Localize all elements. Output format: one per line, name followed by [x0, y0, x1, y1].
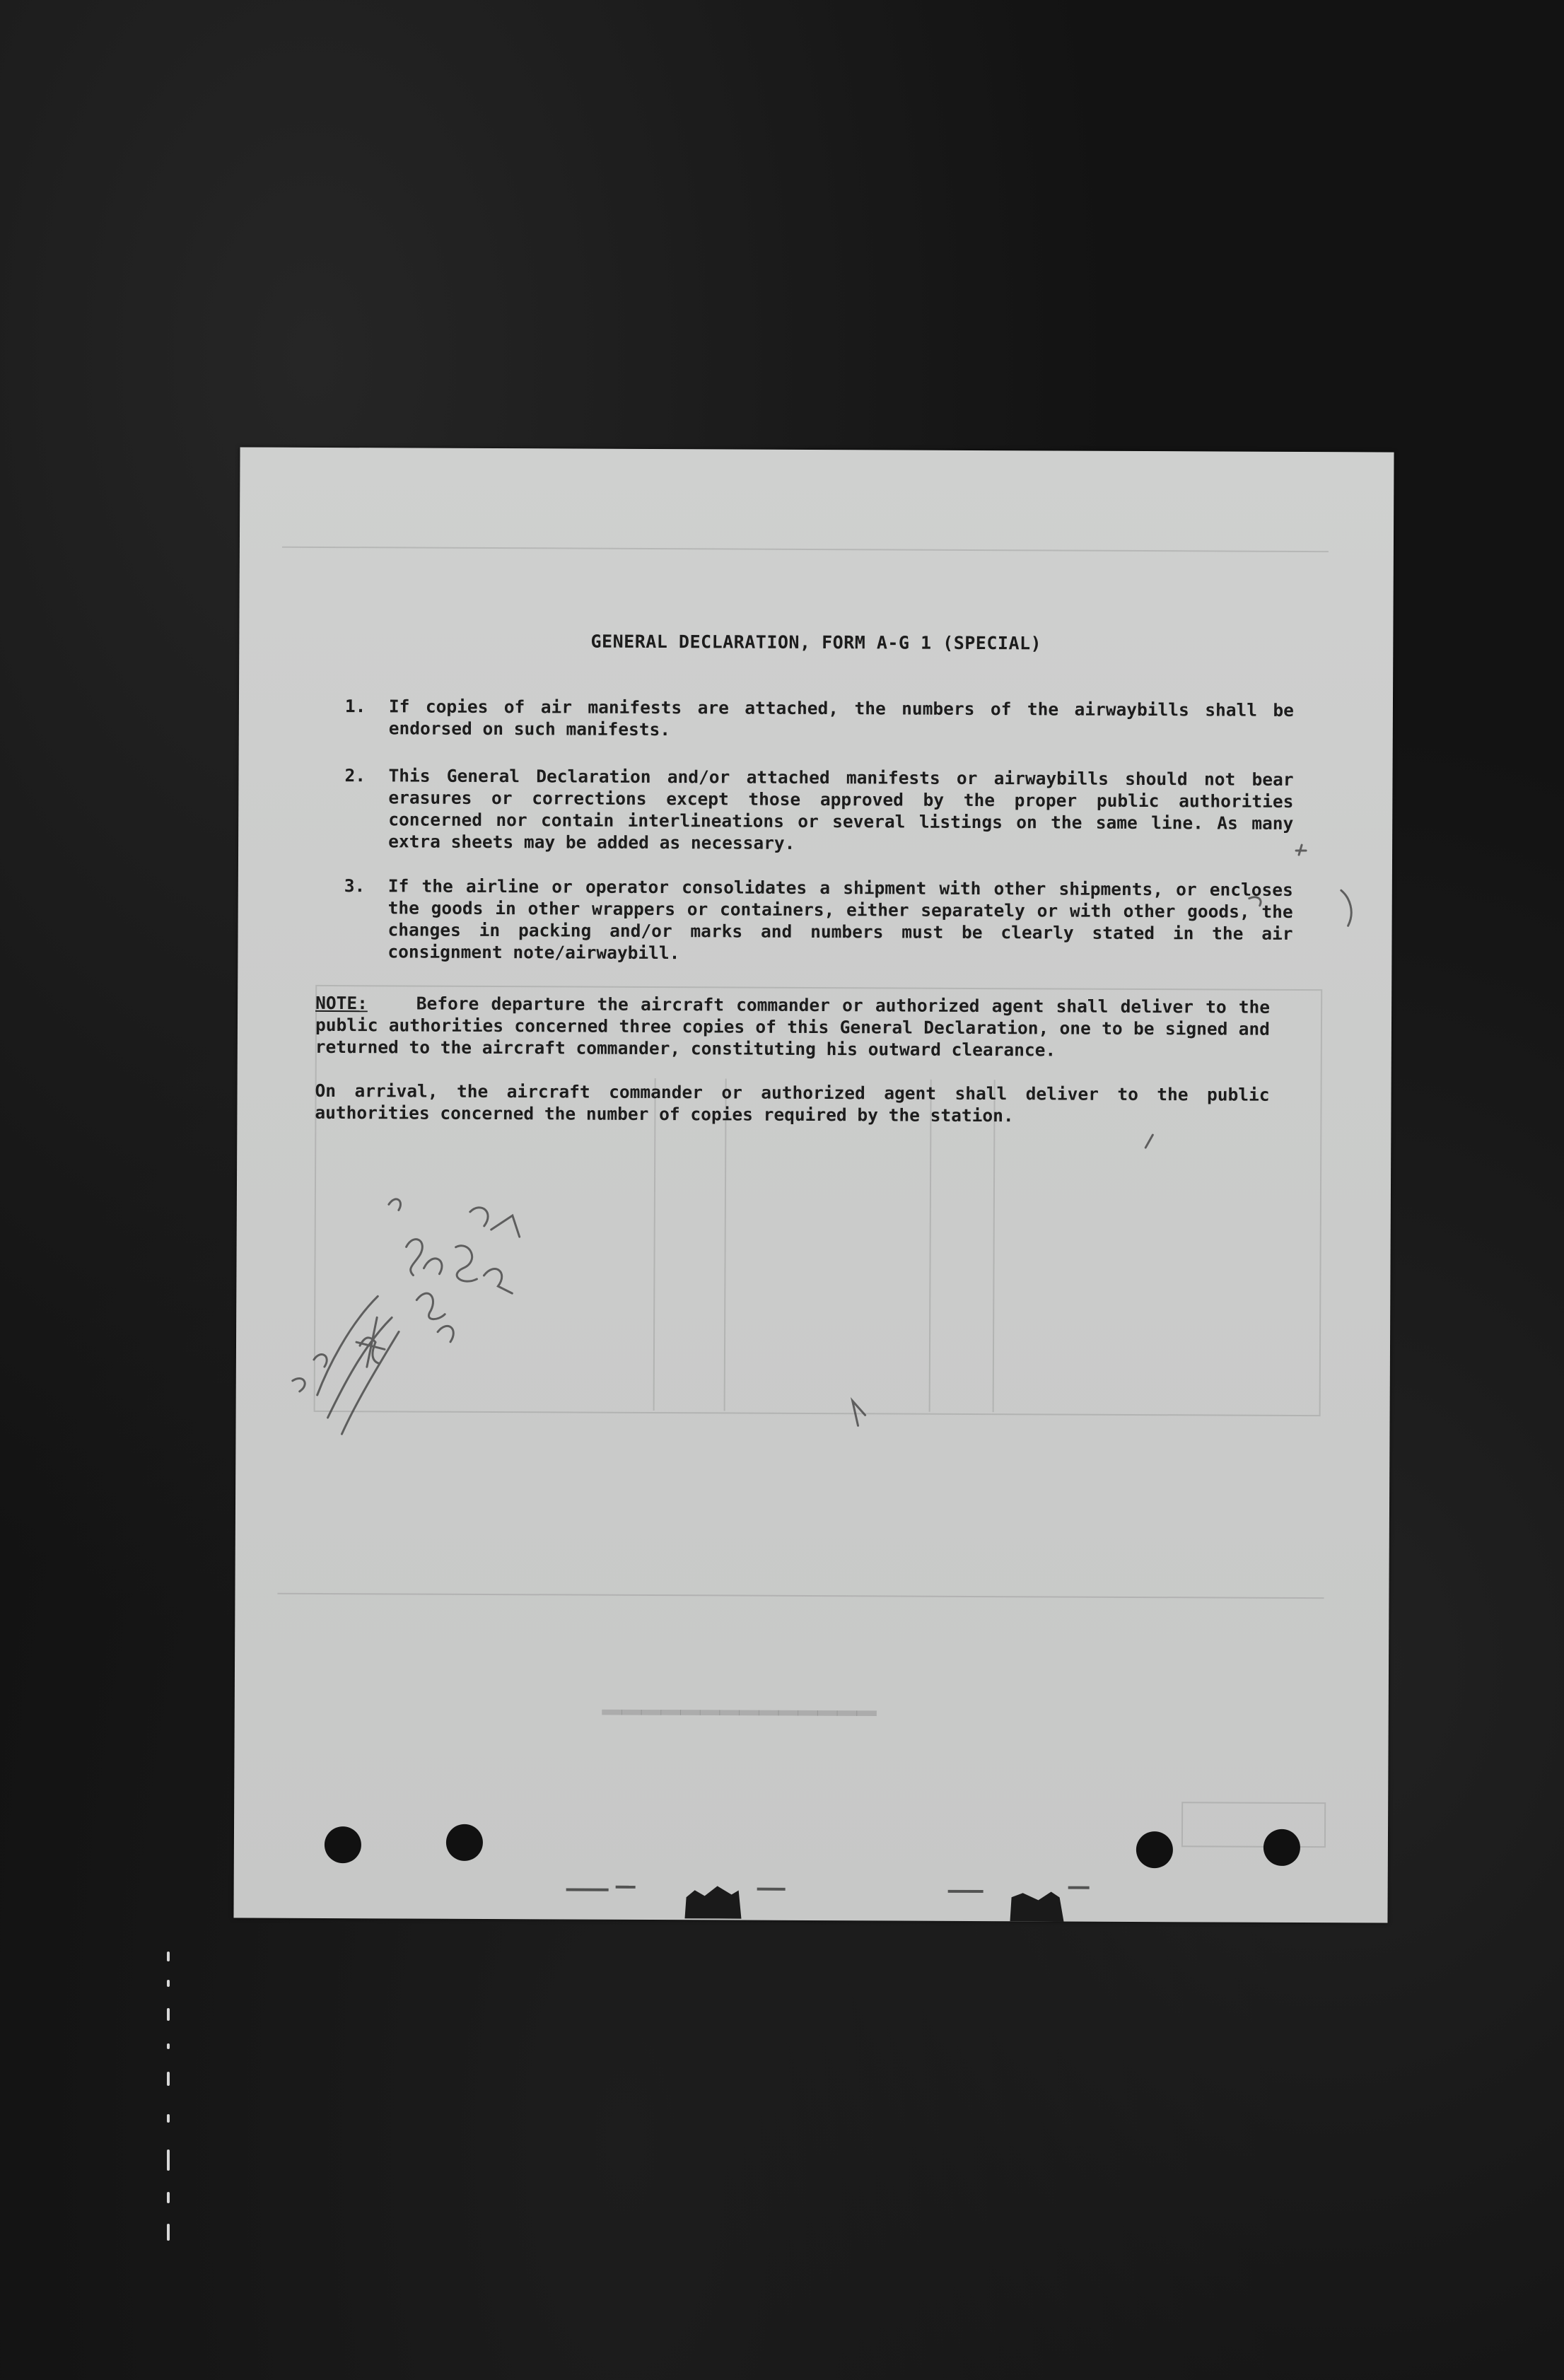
note-text: Before departure the aircraft commander or authorized agent shall deliver to the public authorities concerned three copies of this General Declaration, one to be signed and returned to the aircraft commander, constituting his outward clearance. [315, 993, 1271, 1061]
bleed-through-box [1181, 1802, 1326, 1848]
item-number: 2. [344, 765, 366, 786]
punch-hole [1136, 1831, 1173, 1868]
note-section [315, 992, 1270, 1128]
item-text: If the airline or operator consolidates a shipment with other shipments, or encloses the goods in other wrappers or containers, either separately or with other goods, the changes in packing and/or marks and numbers must be clearly stated in the air consignment note/airwaybill. [387, 875, 1293, 964]
punch-hole [325, 1826, 361, 1863]
document-page [233, 447, 1394, 1923]
item-number: 3. [344, 875, 366, 897]
punch-hole [446, 1824, 483, 1861]
item-text: This General Declaration and/or attached manifests or airwaybills should not bear erasures or corrections except those approved by the proper public authorities concerned nor contain interlineations or several listings on the same line. As many extra sheets may be added as necessary. [388, 765, 1294, 853]
form-title: GENERAL DECLARATION, FORM A-G 1 (SPECIAL) [590, 631, 1042, 654]
bleed-through-rule-2 [282, 547, 1329, 552]
instruction-item-2 [344, 764, 1294, 853]
note-label: NOTE: [315, 992, 368, 1014]
arrival-paragraph: On arrival, the aircraft commander or authorized agent shall deliver to the public authorities concerned the number of copies required by the station. [315, 1080, 1270, 1126]
scanner-edge-marks [161, 1952, 189, 2248]
punch-hole [1264, 1829, 1300, 1866]
item-text: If copies of air manifests are attached, the numbers of the airwaybills shall be endorsed on such manifests. [388, 696, 1294, 740]
item-number: 1. [344, 696, 366, 717]
bleed-through-heading: ━━━━━━━━━━━━━━ [602, 1693, 877, 1733]
bleed-through-rule [277, 1593, 1324, 1599]
note-paragraph [315, 992, 1270, 1062]
